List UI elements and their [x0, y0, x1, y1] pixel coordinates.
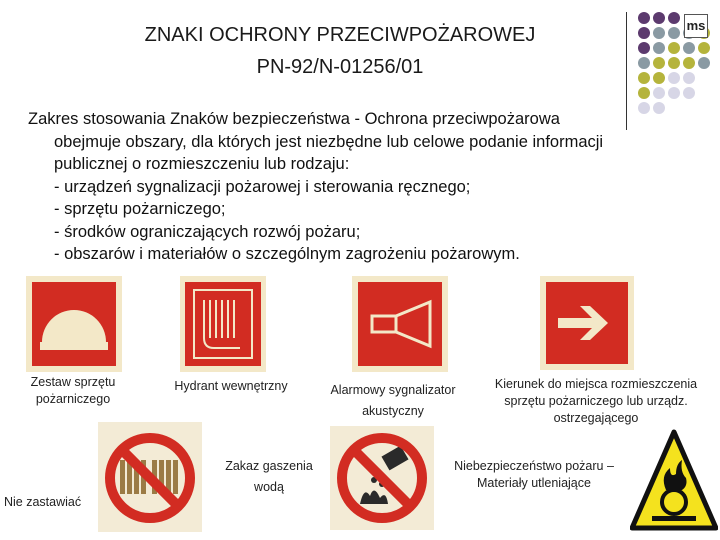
page-title: ZNAKI OCHRONY PRZECIWPOŻAROWEJ	[144, 24, 536, 46]
text-line: Zakres stosowania Znaków bezpieczeństwa - Ochrona przeciwpożarowa	[28, 110, 560, 128]
flammable-caption: Niebezpieczeństwo pożaru – Materiały utleniające	[454, 459, 614, 490]
no-obstruct-sign-icon	[98, 422, 202, 532]
fire-equipment-sign-icon	[26, 276, 122, 372]
alarm-caption: Alarmowy sygnalizator akustyczny	[330, 383, 456, 418]
no-water-sign-icon	[330, 426, 434, 530]
standard-number: PN-92/N-01256/01	[256, 56, 424, 78]
brand-logo: ms	[684, 14, 708, 38]
hydrant-sign-icon	[180, 276, 266, 372]
fire-equipment-caption: Zestaw sprzętu pożarniczego	[30, 375, 116, 406]
text-line: obejmuje obszary, dla których jest niezbędne lub celowe podanie informacji	[54, 132, 604, 151]
text-line: publicznej o rozmieszczeniu lub rodzaju:	[54, 155, 350, 173]
direction-arrow-sign-icon	[540, 276, 634, 370]
bullet-item: - sprzętu pożarniczego;	[54, 200, 226, 218]
oxidizing-warning-sign-icon	[630, 428, 718, 536]
bullet-item: - obszarów i materiałów o szczególnym zagrożeniu pożarowym.	[54, 245, 520, 263]
scope-description	[28, 108, 668, 266]
no-water-caption: Zakaz gaszenia wodą	[225, 459, 313, 494]
bullet-item: - środków ograniczających rozwój pożaru;	[54, 222, 361, 241]
hydrant-caption: Hydrant wewnętrzny	[174, 379, 288, 393]
no-obstruct-caption: Nie zastawiać	[4, 495, 82, 509]
alarm-sign-icon	[352, 276, 448, 372]
bullet-item: - urządzeń sygnalizacji pożarowej i sterowania ręcznego;	[54, 177, 471, 196]
direction-caption: Kierunek do miejsca rozmieszczenia sprzętu pożarniczego lub urządz. ostrzegającego	[494, 377, 698, 425]
